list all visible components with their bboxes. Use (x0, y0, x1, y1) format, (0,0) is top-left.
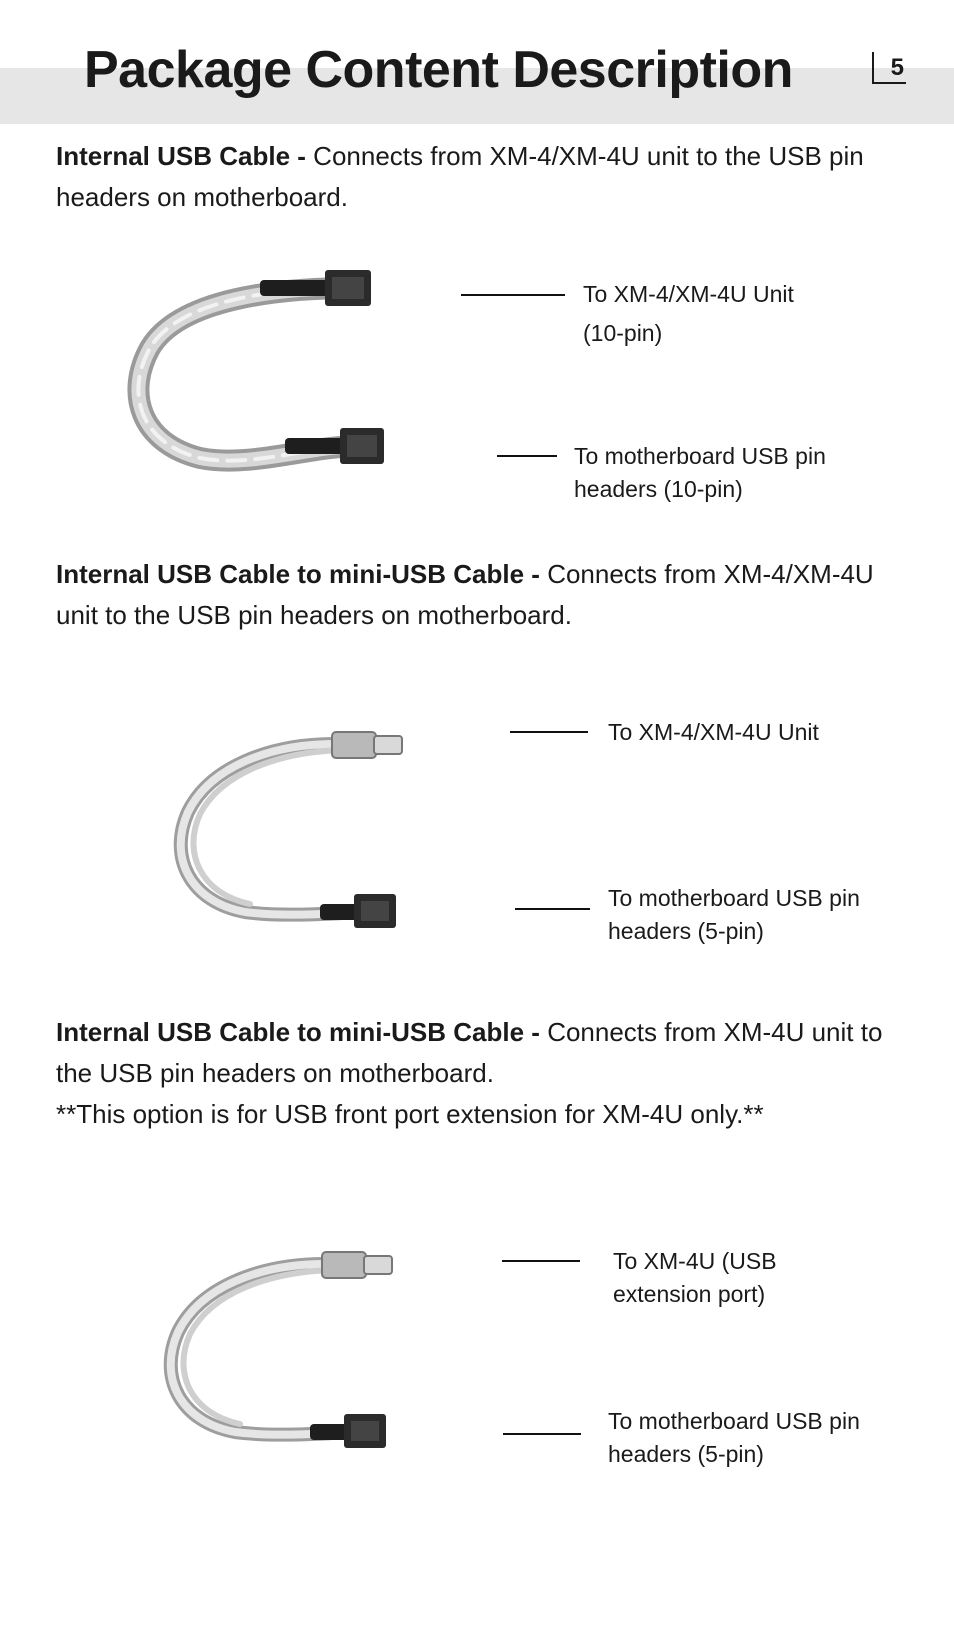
leader-line (503, 1433, 581, 1435)
callout-unit-connector (608, 716, 819, 749)
page-number: 5 (872, 52, 906, 84)
section-3-name: Internal USB Cable to mini-USB Cable (56, 1017, 525, 1047)
callout-text: (10-pin) (663, 476, 743, 502)
leader-line (461, 294, 565, 296)
callout-unit-connector (583, 278, 794, 350)
callout-text: To motherboard USB pin headers (5-pin) (608, 885, 860, 944)
section-3-note: **This option is for USB front port extension for XM-4U only.** (56, 1099, 764, 1129)
callout-text: To XM-4/XM-4U Unit (583, 281, 794, 307)
callout-text: To XM-4/XM-4U Unit (608, 719, 819, 745)
leader-line (510, 731, 588, 733)
section-1-separator: - (290, 141, 314, 171)
section-3-separator: - (524, 1017, 548, 1047)
internal-usb-cable-image (120, 268, 410, 488)
section-2-text: Connects from XM-4/XM-4U unit to the USB pin headers on motherboard. (56, 559, 874, 630)
callout-motherboard-connector (608, 1405, 908, 1471)
section-1-name: Internal USB Cable (56, 141, 291, 171)
usb-extension-cable-image (150, 1232, 430, 1462)
section-3-description (56, 1012, 896, 1135)
page-title: Package Content Description (84, 41, 793, 99)
leader-line (502, 1260, 580, 1262)
callout-text: To motherboard USB pin headers (5-pin) (608, 1408, 860, 1467)
callout-text: To motherboard USB pin headers (574, 443, 826, 502)
section-2-separator: - (524, 559, 548, 589)
section-2-name: Internal USB Cable to mini-USB Cable (56, 559, 525, 589)
section-1-description (56, 136, 896, 218)
callout-text: (10-pin) (583, 320, 663, 346)
leader-line (515, 908, 590, 910)
callout-motherboard-connector (608, 882, 908, 948)
callout-motherboard-connector (574, 440, 904, 506)
mini-usb-cable-image (160, 712, 440, 942)
section-2-description (56, 554, 896, 636)
leader-line (497, 455, 557, 457)
callout-text: To XM-4U (USB extension port) (613, 1248, 777, 1307)
section-3-text: Connects from XM-4U unit to the USB pin headers on motherboard. (56, 1017, 883, 1088)
section-1-text: Connects from XM-4/XM-4U unit to the USB pin headers on motherboard. (56, 141, 864, 212)
callout-extension-port (613, 1245, 843, 1311)
